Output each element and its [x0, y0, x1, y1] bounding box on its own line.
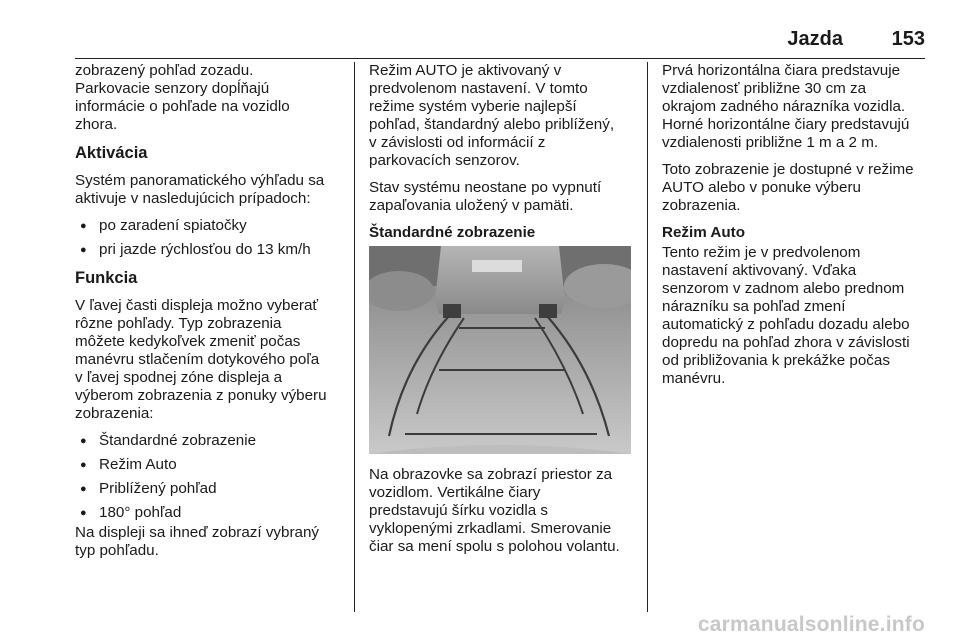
list-item: ● Štandardné zobrazenie — [75, 432, 345, 450]
column-middle — [369, 62, 634, 565]
activation-heading: Aktivácia — [75, 144, 148, 162]
outro-paragraph: Na displeji sa ihneď zobrazí vybraný typ pohľadu. — [75, 524, 320, 559]
list-item: ● Priblížený pohľad — [75, 480, 345, 498]
image-caption: Na obrazovke sa zobrazí priestor za vozidlom. Vertikálne čiary predstavujú šírku vozidla s vyklopenými zrkadlami. Smerovanie čiar sa mení spolu s polohou volantu. — [369, 466, 620, 555]
function-paragraph: V ľavej časti displeja možno vyberať rôzne pohľady. Typ zobrazenia môžete kedykoľvek zmeniť počas manévru stlačením dotykového poľa v ľavej spodnej zóne displeja a výberom zobrazenia z ponuky výberu zobrazenia: — [75, 297, 327, 422]
list-item: ● pri jazde rýchlosťou do 13 km/h — [75, 241, 345, 259]
page-header — [75, 28, 925, 59]
available-paragraph: Toto zobrazenie je dostupné v režime AUTO alebo v ponuke výberu zobrazenia. — [662, 161, 914, 214]
view-list — [75, 432, 345, 522]
line-paragraph: Prvá horizontálna čiara predstavuje vzdialenosť približne 30 cm za okrajom zadného nárazníka vozidla. Horné horizontálne čiary predstavujú vzdialenosti približne 1 m a 2 m. — [662, 62, 910, 151]
auto-paragraph: Režim AUTO je aktivovaný v predvolenom nastavení. V tomto režime systém vyberie najlepší pohľad, štandardný alebo priblížený, v závislosti od informácií z parkovacích senzorov. — [369, 62, 615, 169]
list-item: ● 180° pohľad — [75, 504, 345, 522]
activation-paragraph: Systém panoramatického výhľadu sa aktivuje v nasledujúcich prípadoch: — [75, 172, 325, 207]
watermark: carmanualsonline.info — [697, 613, 925, 636]
auto-mode-paragraph: Tento režim je v predvolenom nastavení aktivovaný. Vďaka senzorom v zadnom alebo prednom nárazníku sa pohľad zmení automatický z pohľadu dozadu alebo dopredu na pohľad zhora v závislosti od približovania k prekážke počas manévru. — [662, 244, 910, 387]
activation-list — [75, 217, 345, 259]
standard-heading: Štandardné zobrazenie — [369, 224, 536, 241]
list-item: ● po zaradení spiatočky — [75, 217, 345, 235]
page-number: 153 — [891, 28, 925, 50]
list-item: ● Režim Auto — [75, 456, 345, 474]
column-divider — [354, 62, 355, 612]
state-paragraph: Stav systému neostane po vypnutí zapaľovania uložený v pamäti. — [369, 179, 602, 214]
column-left — [75, 62, 345, 560]
auto-mode-heading: Režim Auto — [662, 224, 745, 241]
intro-paragraph: zobrazený pohľad zozadu. Parkovacie senzory dopĺňajú informácie o pohľade na vozidlo zhora. — [75, 62, 290, 133]
column-divider — [647, 62, 648, 612]
section-title: Jazda — [787, 28, 843, 50]
column-right — [662, 62, 927, 397]
function-heading: Funkcia — [75, 269, 138, 287]
rear-camera-image — [369, 246, 631, 454]
